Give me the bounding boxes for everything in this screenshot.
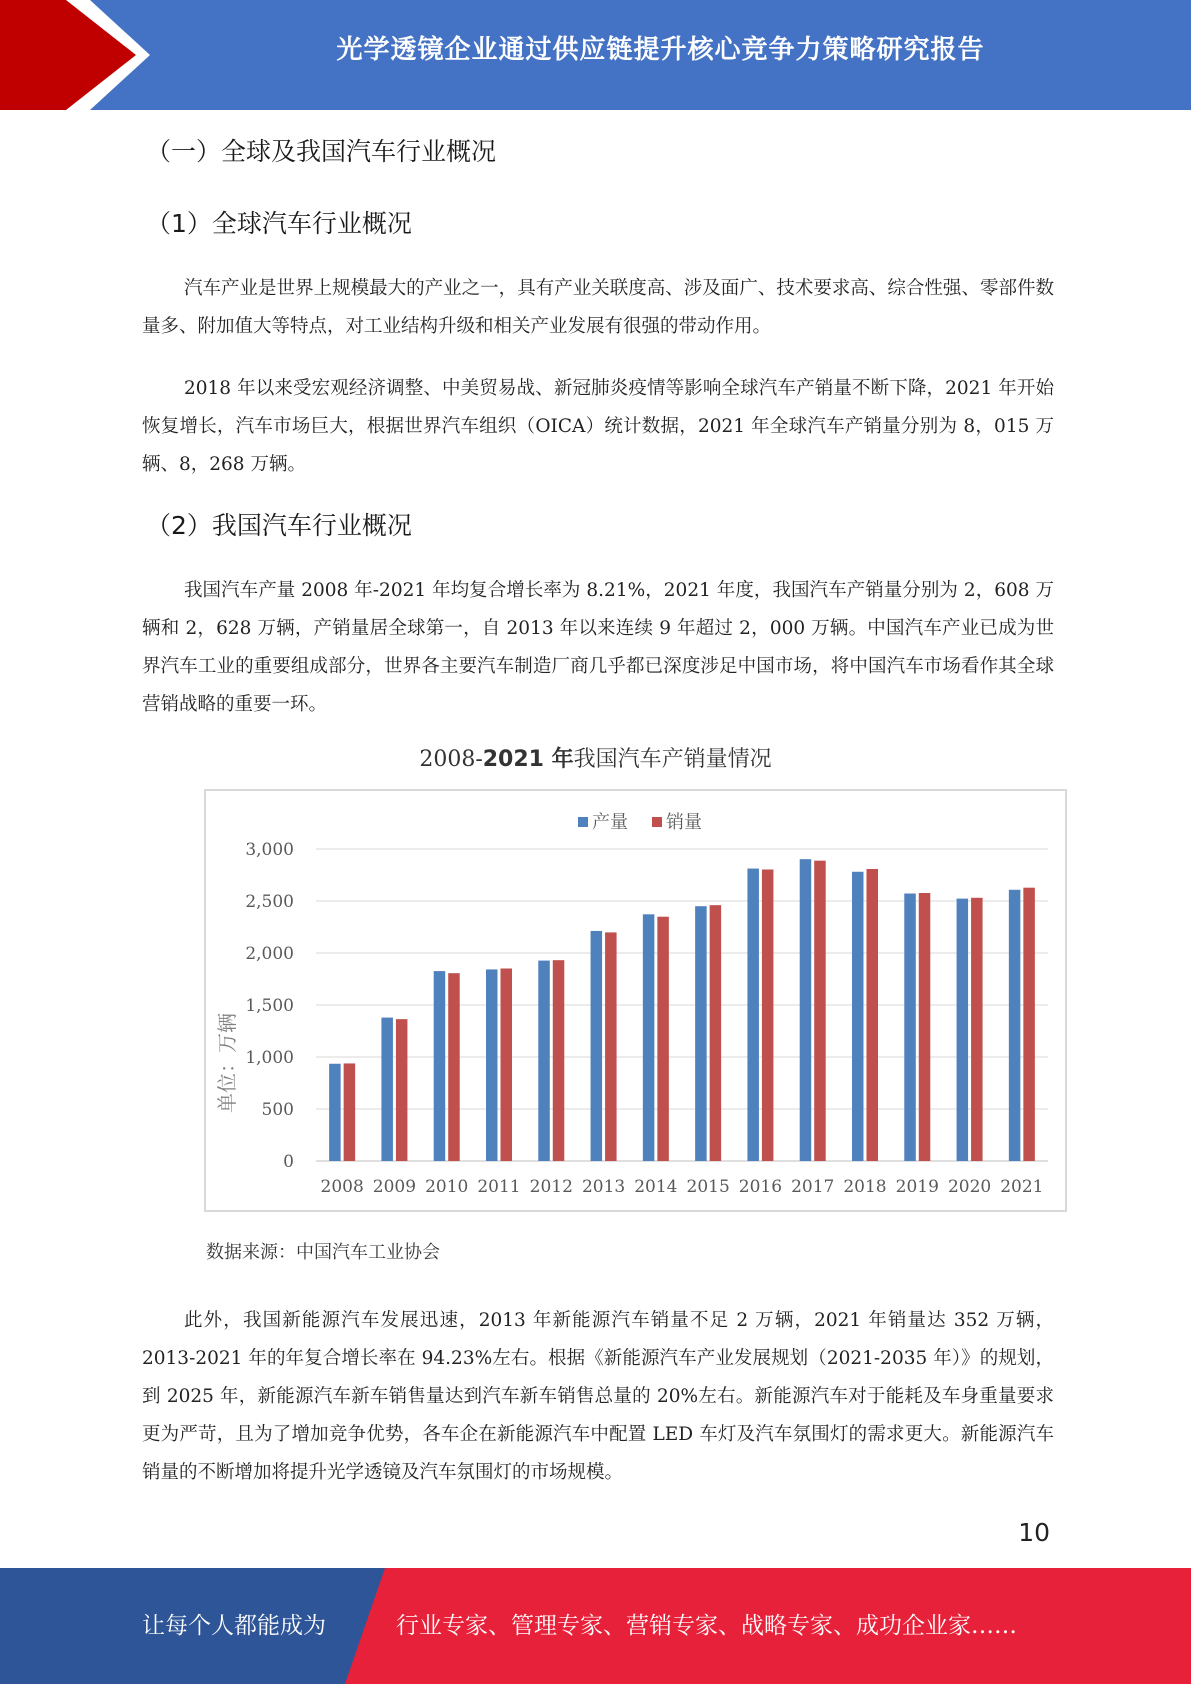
y-tick-label: 1,500 xyxy=(245,996,294,1016)
paragraph-global-sales: 2018 年以来受宏观经济调整、中美贸易战、新冠肺炎疫情等影响全球汽车产销量不断下降，2021 年开始恢复增长，汽车市场巨大，根据世界汽车组织（OICA）统计数据，2021 年全球汽车产销量分别为 8，015 万辆、8，268 万辆。 xyxy=(142,378,1054,475)
x-tick-label: 2011 xyxy=(477,1177,521,1197)
bar-production xyxy=(591,931,603,1161)
x-tick-label: 2016 xyxy=(738,1177,783,1197)
bar-chart xyxy=(204,789,1067,1212)
y-axis-label: 单位：万辆 xyxy=(215,1013,239,1113)
y-tick-label: 1,000 xyxy=(245,1048,294,1068)
y-tick-label: 3,000 xyxy=(245,840,294,860)
x-tick-label: 2020 xyxy=(947,1177,992,1197)
x-tick-label: 2013 xyxy=(581,1177,626,1197)
y-tick-label: 500 xyxy=(261,1100,294,1120)
bar-sales xyxy=(867,869,879,1161)
subsection-heading-global: （1）全球汽车行业概况 xyxy=(146,209,412,238)
y-tick-label: 2,000 xyxy=(245,944,294,964)
bar-production xyxy=(434,971,446,1161)
legend-swatch xyxy=(578,817,588,827)
x-tick-label: 2008 xyxy=(320,1177,364,1197)
footer-slogan-right: 行业专家、管理专家、营销专家、战略专家、成功企业家…… xyxy=(396,1613,1017,1639)
data-source-note: 数据来源：中国汽车工业协会 xyxy=(206,1242,440,1263)
x-tick-label: 2018 xyxy=(843,1177,887,1197)
bar-sales xyxy=(501,968,513,1161)
x-tick-label: 2014 xyxy=(634,1177,678,1197)
bar-sales xyxy=(814,861,826,1161)
page-number: 10 xyxy=(1018,1518,1050,1547)
bar-sales xyxy=(448,973,460,1161)
y-tick-label: 2,500 xyxy=(245,892,294,912)
bar-sales xyxy=(396,1019,408,1161)
bar-production xyxy=(486,969,498,1161)
bar-production xyxy=(747,869,759,1161)
bar-production xyxy=(329,1064,341,1161)
chart-title-bold: 2021 年 xyxy=(482,747,574,772)
bar-sales xyxy=(657,917,669,1161)
legend-label: 产量 xyxy=(592,812,628,833)
chart-title xyxy=(0,742,1191,773)
page-header xyxy=(0,0,1191,110)
subsection-heading-china: （2）我国汽车行业概况 xyxy=(146,511,412,540)
bar-sales xyxy=(971,898,983,1161)
y-tick-label: 0 xyxy=(283,1152,294,1172)
page-footer xyxy=(0,1568,1191,1684)
bar-sales xyxy=(710,905,722,1161)
bar-production xyxy=(695,906,707,1161)
bar-production xyxy=(643,914,655,1161)
bar-sales xyxy=(762,869,774,1161)
footer-slogan-left: 让每个人都能成为 xyxy=(142,1613,326,1639)
report-title: 光学透镜企业通过供应链提升核心竞争力策略研究报告 xyxy=(336,35,985,65)
x-tick-label: 2019 xyxy=(895,1177,939,1197)
bar-production xyxy=(852,872,864,1161)
bar-sales xyxy=(553,960,565,1161)
bar-sales xyxy=(919,893,931,1161)
bar-production xyxy=(904,894,916,1161)
x-tick-label: 2021 xyxy=(1000,1177,1044,1197)
bar-production xyxy=(957,899,969,1161)
bar-production xyxy=(381,1018,393,1161)
x-tick-label: 2010 xyxy=(425,1177,469,1197)
x-tick-label: 2009 xyxy=(372,1177,417,1197)
paragraph-new-energy: 此外，我国新能源汽车发展迅速，2013 年新能源汽车销量不足 2 万辆，2021 年销量达 352 万辆，2013-2021 年的年复合增长率在 94.23%左右。根据《新能源汽车产业发展规划（2021-2035 年）》的规划，到 2025 年，新能源汽车新车销售量达到汽车新车销售总量的 20%左右。新能源汽车对于能耗及车身重量要求更为严苛，且为了增加竞争优势，各车企在新能源汽车中配置 LED 车灯及汽车氛围灯的需求更大。新能源汽车销量的不断增加将提升光学透镜及汽车氛围灯的市场规模。 xyxy=(142,1310,1054,1483)
legend-label: 销量 xyxy=(666,812,702,833)
bar-sales xyxy=(605,932,617,1161)
bar-sales xyxy=(1023,888,1035,1161)
x-tick-label: 2017 xyxy=(791,1177,835,1197)
chart-canvas xyxy=(206,791,1065,1210)
bar-production xyxy=(538,961,550,1161)
x-tick-label: 2015 xyxy=(686,1177,730,1197)
legend-swatch xyxy=(652,817,662,827)
bar-sales xyxy=(344,1063,356,1161)
x-tick-label: 2012 xyxy=(529,1177,573,1197)
paragraph-industry-intro: 汽车产业是世界上规模最大的产业之一，具有产业关联度高、涉及面广、技术要求高、综合性强、零部件数量多、附加值大等特点，对工业结构升级和相关产业发展有很强的带动作用。 xyxy=(142,278,1054,337)
bar-production xyxy=(1009,890,1021,1161)
paragraph-china-overview: 我国汽车产量 2008 年-2021 年均复合增长率为 8.21%，2021 年度，我国汽车产销量分别为 2，608 万辆和 2，628 万辆，产销量居全球第一，自 2013 年以来连续 9 年超过 2，000 万辆。中国汽车产业已成为世界汽车工业的重要组成部分，世界各主要汽车制造厂商几乎都已深度涉足中国市场，将中国汽车市场看作其全球营销战略的重要一环。 xyxy=(142,580,1054,715)
chart-title-prefix: 2008- xyxy=(419,747,483,772)
chart-title-suffix: 我国汽车产销量情况 xyxy=(573,747,772,772)
bar-production xyxy=(800,859,812,1161)
section-heading: （一）全球及我国汽车行业概况 xyxy=(146,137,497,166)
